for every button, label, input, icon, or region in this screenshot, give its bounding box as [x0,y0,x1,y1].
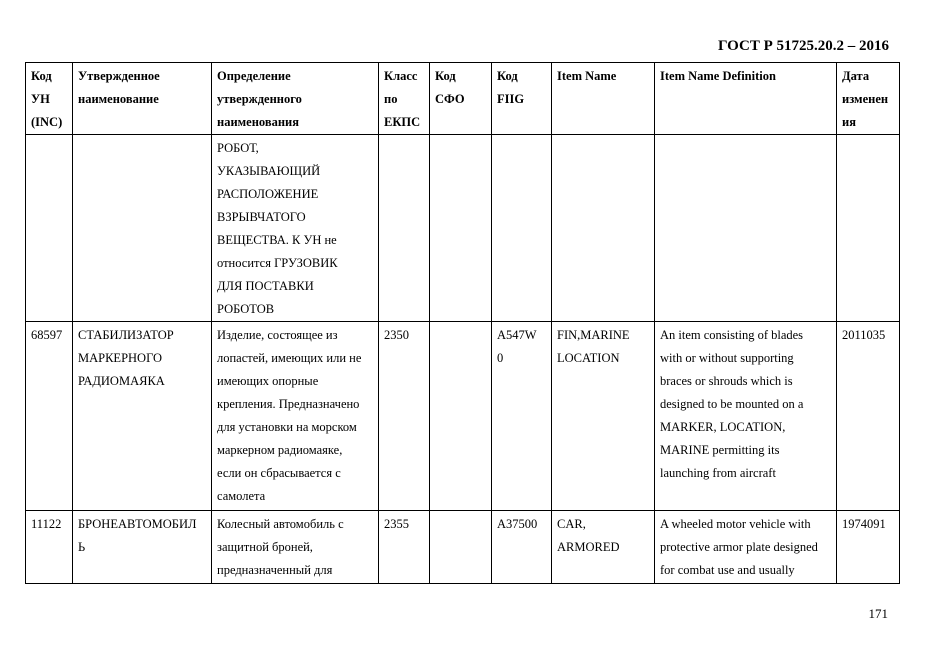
cell-fiig: A37500 [492,511,552,584]
cell-sfo [430,511,492,584]
table-header-row [26,63,900,135]
table-row [26,322,900,511]
cell-fiig: A547W 0 [492,322,552,511]
header-inc: Код УН (INC) [26,63,73,135]
cell-sfo [430,135,492,322]
cell-definition: РОБОТ, УКАЗЫВАЮЩИЙ РАСПОЛОЖЕНИЕ ВЗРЫВЧАТОГО ВЕЩЕСТВА. К УН не относится ГРУЗОВИК ДЛЯ ПОСТАВКИ РОБОТОВ [212,135,379,322]
cell-approved-name: БРОНЕАВТОМОБИЛ Ь [73,511,212,584]
header-item-name: Item Name [552,63,655,135]
cell-class: 2355 [379,511,430,584]
cell-definition: Изделие, состоящее из лопастей, имеющих или не имеющих опорные крепления. Предназначено для установки на морском маркерном радиомаяке, если он сбрасывается с самолета [212,322,379,511]
cell-inc: 68597 [26,322,73,511]
header-fiig: Код FIIG [492,63,552,135]
cell-sfo [430,322,492,511]
cell-item-name-definition: An item consisting of blades with or without supporting braces or shrouds which is designed to be mounted on a MARKER, LOCATION, MARINE permitting its launching from aircraft [655,322,837,511]
table-row [26,511,900,584]
nomenclature-table [25,62,900,584]
header-item-name-definition: Item Name Definition [655,63,837,135]
cell-item-name-definition [655,135,837,322]
cell-item-name: CAR, ARMORED [552,511,655,584]
cell-class [379,135,430,322]
cell-item-name [552,135,655,322]
cell-item-name: FIN,MARINE LOCATION [552,322,655,511]
cell-approved-name [73,135,212,322]
cell-change-date [837,135,900,322]
cell-class: 2350 [379,322,430,511]
header-change-date: Дата изменен ия [837,63,900,135]
cell-change-date: 2011035 [837,322,900,511]
table-row [26,135,900,322]
cell-definition: Колесный автомобиль с защитной броней, предназначенный для [212,511,379,584]
cell-fiig [492,135,552,322]
cell-change-date: 1974091 [837,511,900,584]
cell-item-name-definition: A wheeled motor vehicle with protective armor plate designed for combat use and usually [655,511,837,584]
document-standard-header: ГОСТ Р 51725.20.2 – 2016 [717,38,889,54]
cell-inc [26,135,73,322]
header-class: Класс по ЕКПС [379,63,430,135]
header-sfo: Код СФО [430,63,492,135]
header-approved-name: Утвержденное наименование [73,63,212,135]
header-definition: Определение утвержденного наименования [212,63,379,135]
cell-inc: 11122 [26,511,73,584]
cell-approved-name: СТАБИЛИЗАТОР МАРКЕРНОГО РАДИОМАЯКА [73,322,212,511]
page-number: 171 [868,606,888,621]
